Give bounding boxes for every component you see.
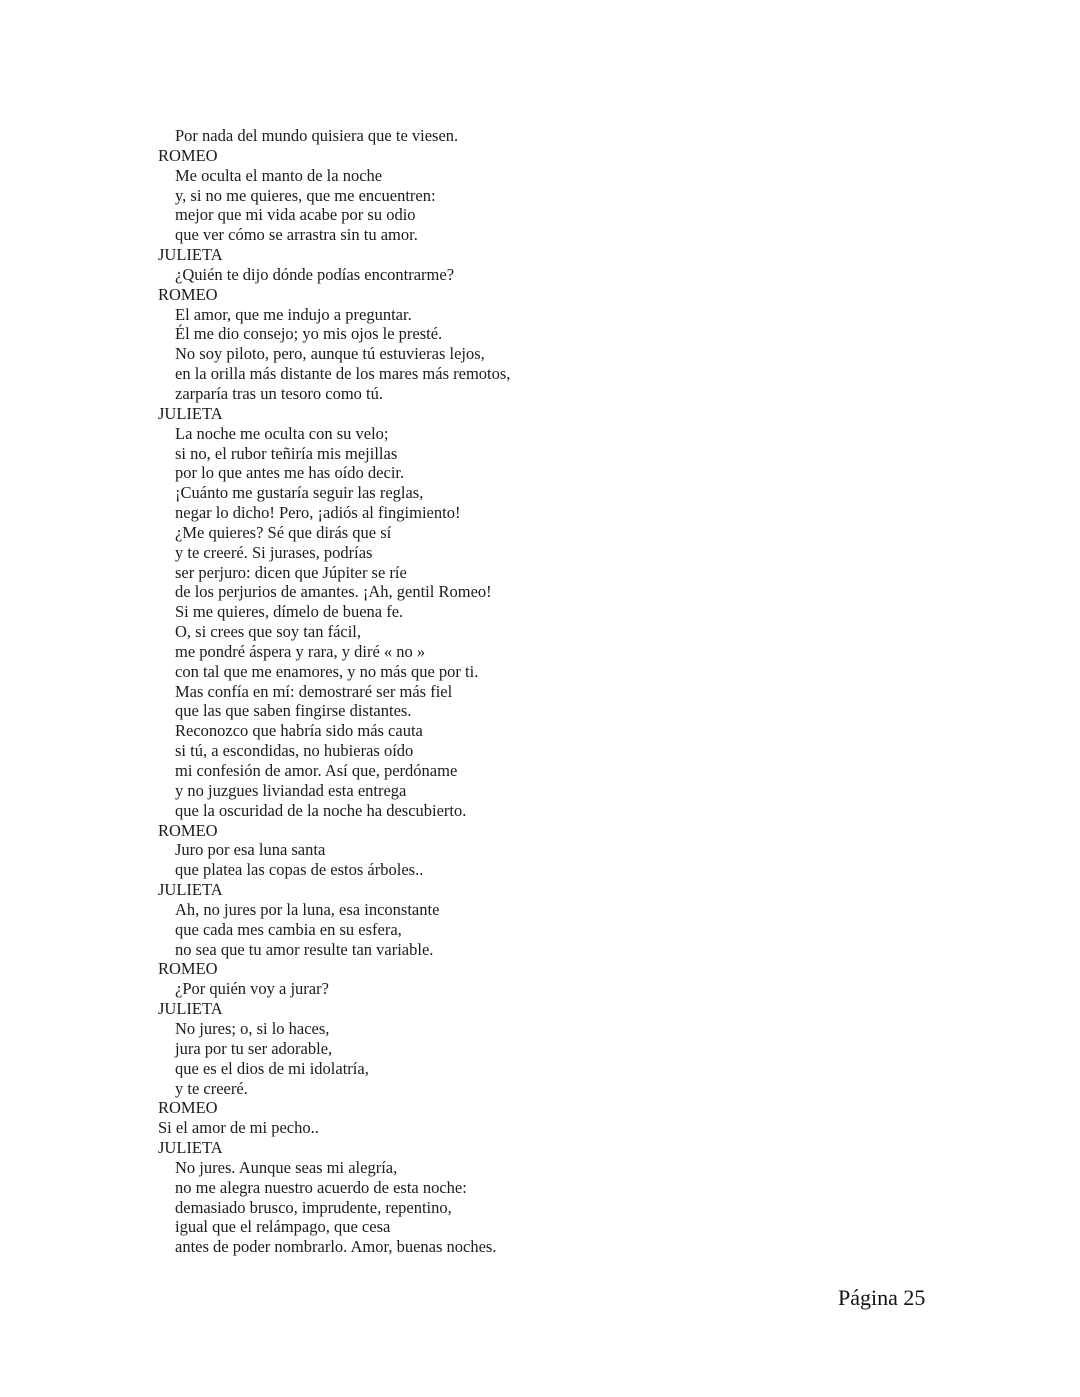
verse-line: Si me quieres, dímelo de buena fe. [175,602,404,622]
verse-line: ¿Me quieres? Sé que dirás que sí [175,522,392,542]
verse-line: no sea que tu amor resulte tan variable. [175,939,434,959]
verse-line: ¿Quién te dijo dónde podías encontrarme? [175,264,455,284]
verse-line: y te creeré. [175,1078,248,1098]
verse-line: de los perjurios de amantes. ¡Ah, gentil Romeo! [175,582,492,602]
verse-line: que es el dios de mi idolatría, [175,1058,369,1078]
verse-line: igual que el relámpago, que cesa [175,1217,391,1237]
verse-line: Mas confía en mí: demostraré ser más fiel [175,681,453,701]
verse-line: negar lo dicho! Pero, ¡adiós al fingimiento! [175,503,461,523]
page-number: Página 25 [838,1285,926,1310]
speaker-name: ROMEO [158,1098,218,1118]
verse-line: y, si no me quieres, que me encuentren: [175,185,436,205]
verse-line: en la orilla más distante de los mares más remotos, [175,364,511,384]
verse-line: demasiado brusco, imprudente, repentino, [175,1197,452,1217]
verse-line: No jures; o, si lo haces, [175,1018,330,1038]
verse-line: por lo que antes me has oído decir. [175,463,405,483]
speaker-name: ROMEO [158,145,218,165]
verse-line: si tú, a escondidas, no hubieras oído [175,741,414,761]
verse-line: No jures. Aunque seas mi alegría, [175,1157,398,1177]
verse-line: ¿Por quién voy a jurar? [175,979,329,999]
verse-line: que platea las copas de estos árboles.. [175,860,424,880]
verse-line: mi confesión de amor. Así que, perdóname [175,761,458,780]
verse-line: Ah, no jures por la luna, esa inconstante [175,899,440,919]
verse-line: no me alegra nuestro acuerdo de esta noche: [175,1177,467,1197]
verse-line: Si el amor de mi pecho.. [158,1118,319,1138]
verse-line: que ver cómo se arrastra sin tu amor. [175,225,418,245]
verse-line: antes de poder nombrarlo. Amor, buenas noches. [175,1237,497,1257]
verse-line: Reconozco que habría sido más cauta [175,721,423,741]
verse-line: que las que saben fingirse distantes. [175,701,412,721]
verse-line: que la oscuridad de la noche ha descubierto. [175,800,467,820]
speaker-name: JULIETA [158,245,223,265]
verse-line: jura por tu ser adorable, [175,1038,333,1058]
verse-line: ser perjuro: dicen que Júpiter se ríe [175,562,407,582]
verse-line: mejor que mi vida acabe por su odio [175,205,416,225]
verse-line: La noche me oculta con su velo; [175,423,389,443]
verse-line: El amor, que me indujo a preguntar. [175,304,412,324]
verse-line: Me oculta el manto de la noche [175,165,383,185]
speaker-name: ROMEO [158,820,218,840]
verse-line: Juro por esa luna santa [175,840,326,860]
verse-line: No soy piloto, pero, aunque tú estuvieras lejos, [175,344,485,364]
verse-line: si no, el rubor teñiría mis mejillas [175,443,398,463]
verse-line: me pondré áspera y rara, y diré « no » [175,641,426,661]
verse-line: y no juzgues liviandad esta entrega [175,780,407,800]
verse-line: Por nada del mundo quisiera que te viesen. [175,126,459,145]
verse-line: ¡Cuánto me gustaría seguir las reglas, [175,483,424,503]
verse-line: con tal que me enamores, y no más que por ti. [175,661,479,681]
speaker-name: ROMEO [158,284,218,304]
play-text [158,126,918,1257]
speaker-name: ROMEO [158,959,218,979]
speaker-name: JULIETA [158,403,223,423]
verse-line: O, si crees que soy tan fácil, [175,622,362,642]
verse-line: y te creeré. Si jurases, podrías [175,542,373,562]
verse-line: zarparía tras un tesoro como tú. [175,383,384,403]
speaker-name: JULIETA [158,1138,223,1158]
verse-line: que cada mes cambia en su esfera, [175,919,402,939]
speaker-name: JULIETA [158,880,223,900]
speaker-name: JULIETA [158,999,223,1019]
verse-line: Él me dio consejo; yo mis ojos le presté. [175,324,443,344]
